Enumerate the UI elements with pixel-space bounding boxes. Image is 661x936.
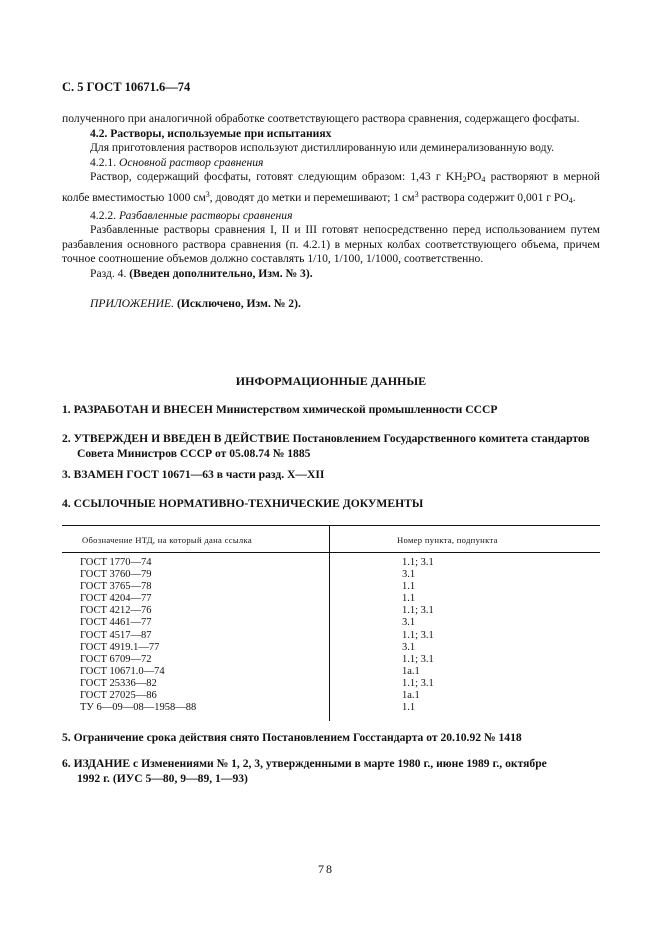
paragraph-4-2-2: Разбавленные растворы сравнения I, II и III готовят непосредственно перед использованием путем разбавления основного раствора сравнения (п. 4.2.1) в мерных колбах соответствующего объема, причем точное соотношение объемов должно составлять 1/10, 1/100, 1/1000, соответственно. xyxy=(62,223,600,266)
table-cell-clause: 1.1; 3.1 xyxy=(402,653,434,665)
info-title: ИНФОРМАЦИОННЫЕ ДАННЫЕ xyxy=(235,374,427,388)
superscript: 3 xyxy=(414,189,419,199)
info-item-5: 5. Ограничение срока действия снято Постановлением Госстандарта от 20.10.92 № 1418 xyxy=(62,731,522,744)
continuation-paragraph: полученного при аналогичной обработке соответствующего раствора сравнения, содержащего фосфаты. xyxy=(62,112,580,125)
info-item-3: 3. ВЗАМЕН ГОСТ 10671—63 в части разд. X—XII xyxy=(62,468,325,481)
table-cell-clause: 1.1; 3.1 xyxy=(402,605,434,617)
table-cell-clause: 1.1; 3.1 xyxy=(402,629,434,641)
heading-4-2-2-number: 4.2.2. xyxy=(90,208,117,222)
appendix-label: ПРИЛОЖЕНИЕ. xyxy=(90,296,175,310)
razd-4-prefix: Разд. 4. xyxy=(90,266,127,280)
table-cell-ntd: ГОСТ 25336—82 xyxy=(80,677,157,689)
table-header-ntd: Обозначение НТД, на который дана ссылка xyxy=(82,535,252,545)
table-header-rule xyxy=(62,552,600,553)
heading-4-2: 4.2. Растворы, используемые при испытаниях xyxy=(90,126,332,140)
table-cell-ntd: ГОСТ 4212—76 xyxy=(80,605,152,617)
text-fragment: , доводят до метки и перемешивают; 1 см xyxy=(209,190,415,204)
intro-paragraph: Для приготовления растворов используют дистиллированную или деминерализованную воду. xyxy=(90,141,555,155)
table-column-ntd xyxy=(80,557,196,714)
table-cell-clause: 1.1; 3.1 xyxy=(402,557,434,568)
table-cell-clause: 3.1 xyxy=(402,617,416,629)
table-cell-ntd: ГОСТ 4461—77 xyxy=(80,617,152,629)
text-fragment: растворяют в мерной колбе вместимостью 1000 см xyxy=(62,170,600,204)
table-cell-ntd: ГОСТ 4517—87 xyxy=(80,629,152,641)
info-item-4: 4. ССЫЛОЧНЫЕ НОРМАТИВНО-ТЕХНИЧЕСКИЕ ДОКУМЕНТЫ xyxy=(62,497,424,510)
table-cell-ntd: ТУ 6—09—08—1958—88 xyxy=(80,702,197,714)
subscript: 4 xyxy=(481,175,486,185)
table-cell-clause: 1.1 xyxy=(402,581,416,593)
paragraph-4-2-1 xyxy=(62,170,600,208)
text-fragment: . xyxy=(572,190,576,204)
page-number: 78 xyxy=(318,862,334,876)
table-cell-clause: 3.1 xyxy=(402,641,416,653)
table-top-rule xyxy=(62,525,600,526)
table-cell-clause: 1.1 xyxy=(402,593,416,605)
superscript: 3 xyxy=(205,189,210,199)
heading-4-2-2 xyxy=(62,209,600,224)
table-header-clause: Номер пункта, подпункта xyxy=(397,535,498,545)
info-item-1: 1. РАЗРАБОТАН И ВНЕСЕН Министерством химической промышленности СССР xyxy=(62,403,498,416)
text-fragment: Раствор, содержащий фосфаты, готовят следующим образом: 1,43 г KH xyxy=(90,170,463,184)
text-fragment: раствора содержит 0,001 г PO xyxy=(418,190,569,204)
info-item-2 xyxy=(62,432,600,461)
table-cell-clause: 1.1 xyxy=(402,702,416,714)
razd-4-note xyxy=(62,267,600,282)
section-4-2 xyxy=(62,112,600,311)
table-cell-clause: 1а.1 xyxy=(402,690,420,702)
table-cell-clause: 3.1 xyxy=(402,569,416,581)
info-item-6-line-2: 1992 г. (ИУС 5—80, 9—89, 1—93) xyxy=(77,771,248,785)
appendix-status: (Исключено, Изм. № 2). xyxy=(176,296,301,310)
table-cell-ntd: ГОСТ 4919.1—77 xyxy=(80,641,160,653)
table-cell-clause: 1а.1 xyxy=(402,665,420,677)
table-cell-ntd: ГОСТ 3760—79 xyxy=(80,569,152,581)
info-item-6 xyxy=(62,757,600,786)
table-column-clause xyxy=(402,557,434,714)
heading-4-2-1-number: 4.2.1. xyxy=(90,155,117,169)
subscript: 2 xyxy=(462,175,467,185)
table-cell-ntd: ГОСТ 27025—86 xyxy=(80,690,157,702)
info-item-2-line-1: 2. УТВЕРЖДЕН И ВВЕДЕН В ДЕЙСТВИЕ Постановлением Государственного комитета стандартов xyxy=(62,432,590,445)
heading-4-2-1 xyxy=(62,156,600,171)
table-cell-ntd: ГОСТ 1770—74 xyxy=(80,557,152,568)
heading-4-2-1-title: Основной раствор сравнения xyxy=(119,155,264,169)
table-cell-ntd: ГОСТ 10671.0—74 xyxy=(80,665,165,677)
table-cell-ntd: ГОСТ 3765—78 xyxy=(80,581,152,593)
references-table xyxy=(62,525,600,721)
appendix-note xyxy=(62,297,600,312)
table-column-divider xyxy=(329,525,330,721)
info-item-2-line-2: Совета Министров СССР от 05.08.74 № 1885 xyxy=(77,446,311,460)
info-item-6-line-1: 6. ИЗДАНИЕ с Изменениями № 1, 2, 3, утвержденными в марте 1980 г., июне 1989 г., октябре xyxy=(62,757,547,770)
page-header: С. 5 ГОСТ 10671.6—74 xyxy=(62,80,191,94)
table-cell-clause: 1.1; 3.1 xyxy=(402,677,434,689)
text-fragment: PO xyxy=(466,170,482,184)
subscript: 4 xyxy=(568,195,573,205)
table-cell-ntd: ГОСТ 4204—77 xyxy=(80,593,152,605)
table-cell-ntd: ГОСТ 6709—72 xyxy=(80,653,152,665)
heading-4-2-2-title: Разбавленные растворы сравнения xyxy=(119,208,293,222)
razd-4-amendment: (Введен дополнительно, Изм. № 3). xyxy=(129,266,313,280)
